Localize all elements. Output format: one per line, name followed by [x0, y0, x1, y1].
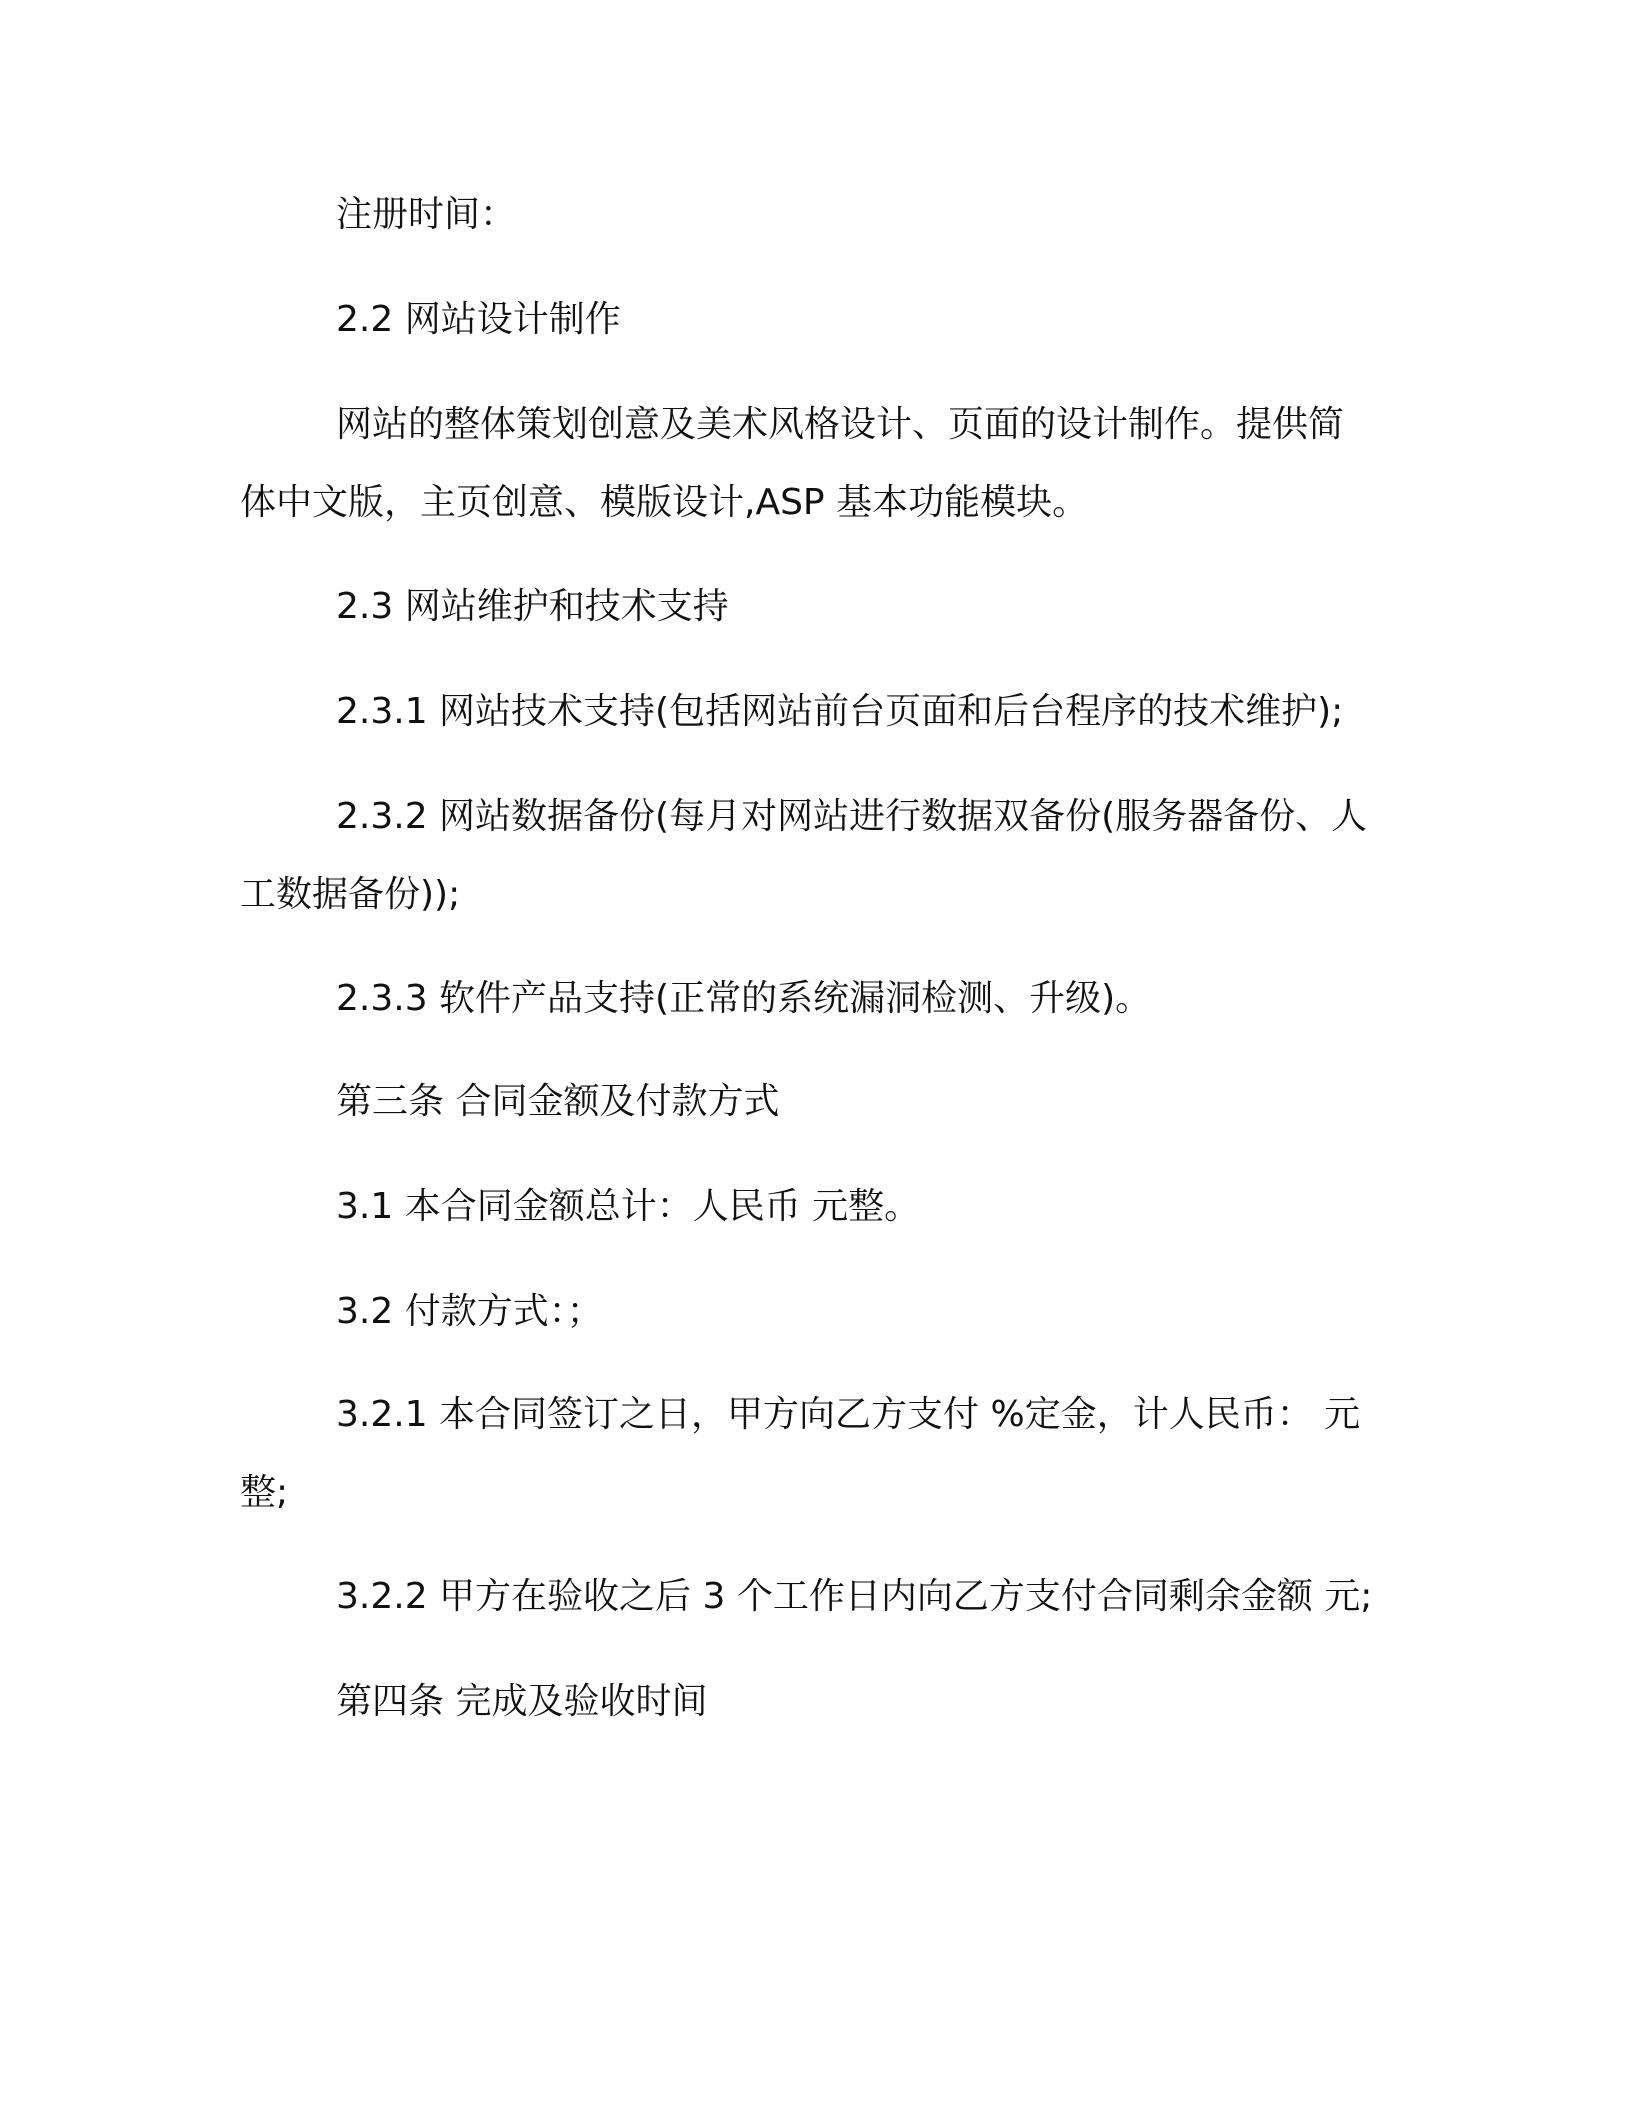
- clause-3-2-2: [240, 1558, 1380, 1636]
- paragraph-line: 网站的整体策划创意及美术风格设计、页面的设计制作。提供简: [336, 404, 1345, 445]
- clause-2-3-1: [240, 673, 1380, 751]
- paragraph-line: 3.2 付款方式：；: [336, 1291, 603, 1332]
- paragraph-line: 3.2.1 本合同签订之日，甲方向乙方支付 %定金，计人民币： 元: [336, 1394, 1361, 1435]
- paragraph-line: 2.2 网站设计制作: [336, 299, 621, 340]
- paragraph-line: 第三条 合同金额及付款方式: [336, 1081, 780, 1122]
- clause-3-2: [240, 1273, 1380, 1351]
- paragraph-line: 3.2.2 甲方在验收之后 3 个工作日内向乙方支付合同剩余金额 元;: [336, 1576, 1373, 1617]
- clause-2-3-2: [240, 778, 1380, 934]
- article-three-heading: [240, 1063, 1380, 1141]
- paragraph-line: 2.3.1 网站技术支持(包括网站前台页面和后台程序的技术维护);: [336, 691, 1344, 732]
- clause-3-1: [240, 1168, 1380, 1246]
- section-heading-2-2: [240, 281, 1380, 359]
- paragraph-line: 整;: [240, 1472, 289, 1513]
- paragraph-line: 2.3.2 网站数据备份(每月对网站进行数据双备份(服务器备份、人: [336, 796, 1368, 837]
- paragraph-line: 第四条 完成及验收时间: [336, 1681, 708, 1722]
- section-heading-2-3: [240, 568, 1380, 646]
- article-four-heading: [240, 1663, 1380, 1741]
- paragraph-registration-time: [240, 176, 1380, 254]
- paragraph-website-design: [240, 386, 1380, 542]
- clause-3-2-1: [240, 1376, 1380, 1532]
- paragraph-line: 注册时间：: [336, 194, 517, 235]
- paragraph-line: 体中文版，主页创意、模版设计,ASP 基本功能模块。: [240, 482, 1089, 523]
- paragraph-line: 2.3 网站维护和技术支持: [336, 586, 729, 627]
- paragraph-line: 3.1 本合同金额总计：人民币 元整。: [336, 1186, 921, 1227]
- clause-2-3-3: [240, 960, 1380, 1038]
- paragraph-line: 工数据备份));: [240, 874, 461, 915]
- paragraph-line: 2.3.3 软件产品支持(正常的系统漏洞检测、升级)。: [336, 978, 1152, 1019]
